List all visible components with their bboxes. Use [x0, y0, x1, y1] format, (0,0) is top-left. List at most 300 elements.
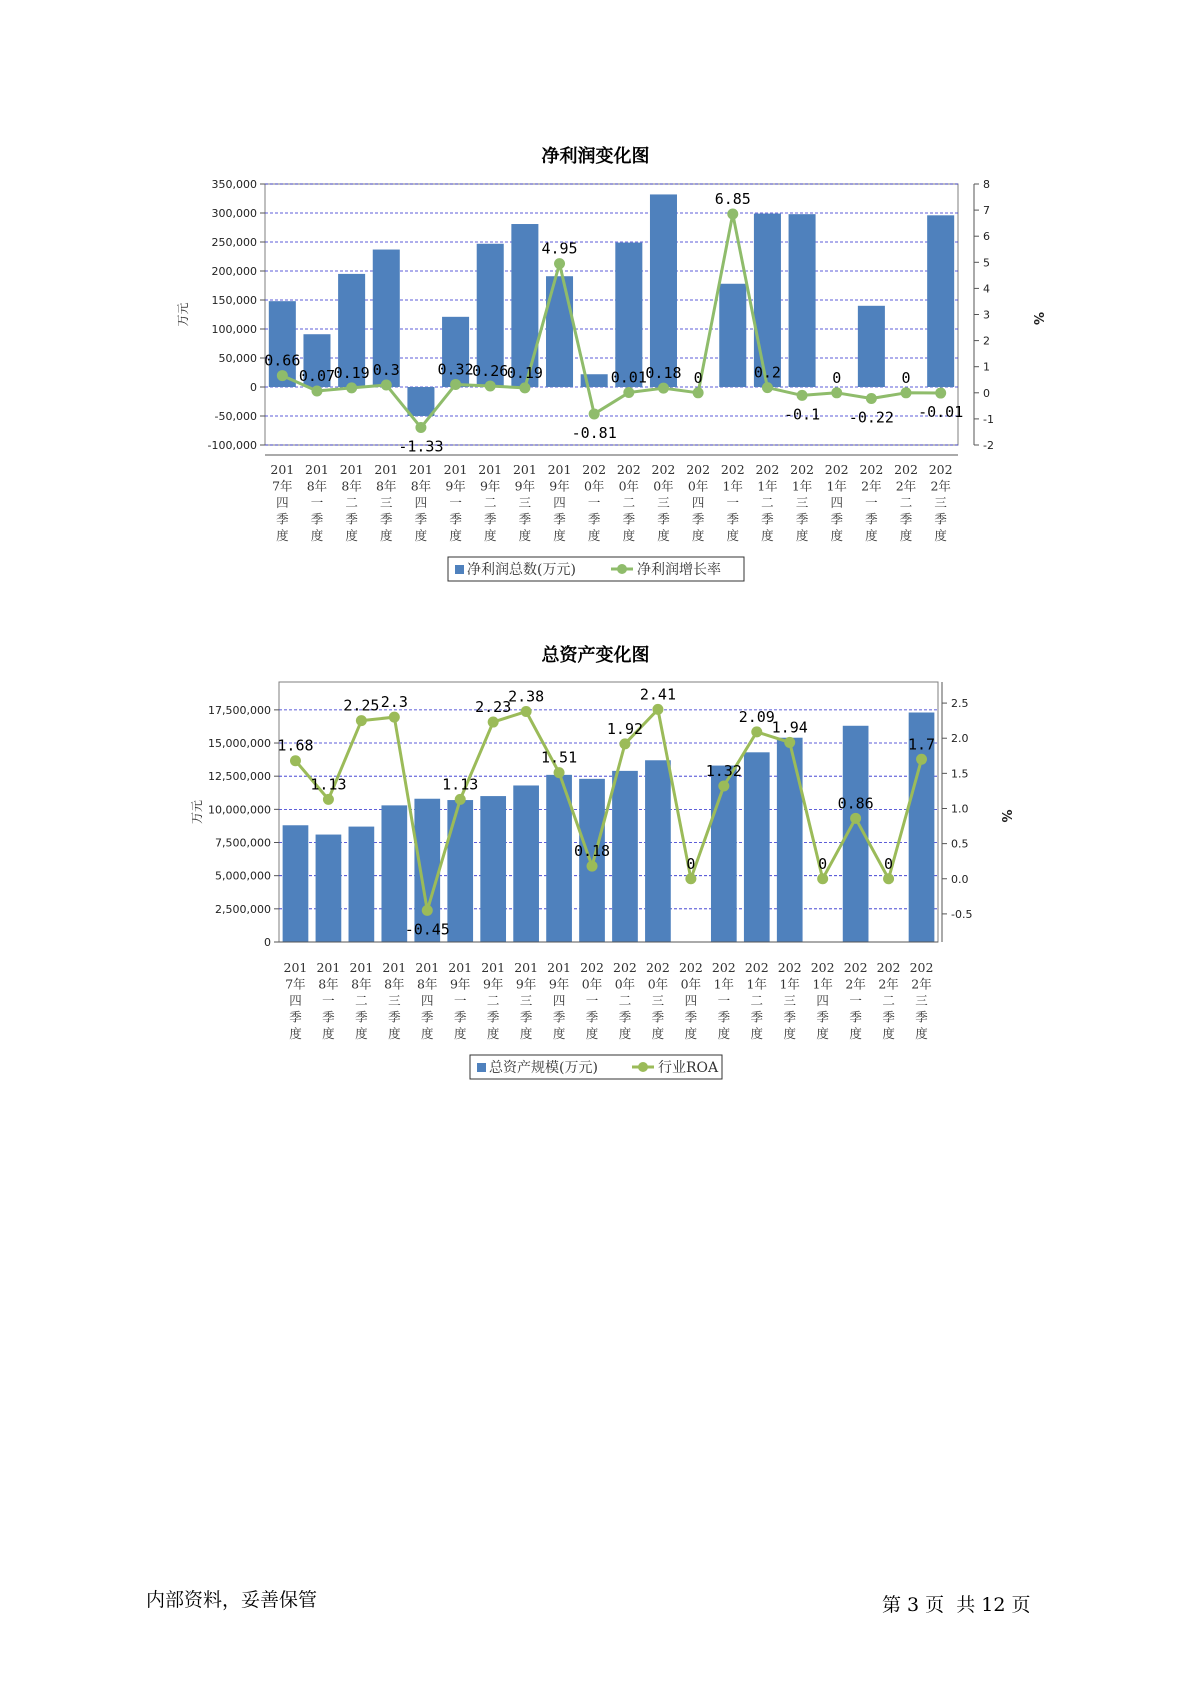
- x-tick-label: 季: [449, 511, 462, 527]
- x-tick-label: 202: [859, 462, 884, 477]
- data-label: 1.7: [907, 735, 936, 754]
- x-tick-label: 202: [909, 960, 934, 975]
- x-tick-label: 202: [613, 960, 637, 975]
- x-tick-label: 度: [345, 528, 358, 543]
- y-tick-label: 5,000,000: [215, 869, 271, 883]
- x-tick-label: 202: [720, 462, 745, 477]
- line-point: [619, 738, 630, 749]
- x-tick-label: 季: [355, 1009, 368, 1025]
- x-tick-label: 度: [449, 528, 462, 543]
- x-tick-label: 度: [585, 1026, 599, 1041]
- y2-tick-label: 5: [983, 256, 990, 270]
- x-tick-label: 季: [553, 511, 566, 527]
- x-tick-label: 度: [915, 1026, 928, 1041]
- line-point: [521, 706, 532, 717]
- x-tick-label: 201: [316, 960, 341, 975]
- x-tick-label: 度: [882, 1026, 895, 1041]
- data-label: 2.3: [380, 693, 408, 712]
- x-tick-label: 0年: [618, 478, 640, 494]
- page-number: 第 3 页 共 12 页: [882, 1594, 1031, 1616]
- x-tick-label: 202: [678, 960, 703, 975]
- x-tick-label: 度: [519, 1026, 533, 1041]
- x-tick-label: 202: [755, 462, 780, 477]
- x-tick-label: 201: [512, 462, 537, 477]
- x-tick-label: 一: [849, 993, 862, 1008]
- x-tick-label: 0年: [583, 478, 605, 494]
- x-tick-label: 201: [547, 960, 572, 975]
- data-label: 0.3: [372, 360, 400, 379]
- x-tick-label: 季: [552, 1009, 566, 1025]
- x-tick-label: 三: [783, 993, 796, 1008]
- x-tick-label: 季: [453, 1009, 467, 1025]
- chart-1-title: 净利润变化图: [541, 146, 650, 167]
- x-tick-label: 季: [388, 1009, 401, 1025]
- x-tick-label: 0年: [581, 976, 603, 992]
- x-tick-label: 一: [322, 993, 335, 1008]
- x-tick-label: 202: [645, 960, 670, 975]
- x-tick-label: 度: [310, 528, 324, 543]
- x-tick-label: 度: [651, 1026, 665, 1041]
- x-tick-label: 度: [684, 1026, 698, 1041]
- x-tick-label: 季: [849, 1009, 862, 1025]
- y-tick-label: 15,000,000: [208, 737, 271, 751]
- x-tick-label: 8年: [417, 976, 438, 992]
- x-tick-label: 季: [483, 511, 497, 527]
- x-tick-label: 201: [481, 960, 506, 975]
- x-tick-label: 2年: [930, 478, 951, 494]
- data-label: 1.68: [277, 736, 314, 755]
- x-tick-label: 2年: [878, 976, 899, 992]
- y2-tick-label: 1.0: [951, 802, 969, 816]
- y-tick-label: 350,000: [211, 178, 257, 191]
- x-tick-label: 度: [453, 1026, 467, 1041]
- x-tick-label: 201: [382, 960, 407, 975]
- bar: [349, 827, 375, 942]
- x-tick-label: 季: [934, 511, 947, 527]
- x-tick-label: 季: [882, 1009, 895, 1025]
- x-tick-label: 度: [552, 1026, 566, 1041]
- x-tick-label: 季: [421, 1009, 434, 1025]
- data-label: 0.19: [333, 363, 370, 382]
- y-axis-title: 万元: [176, 302, 190, 327]
- y-tick-label: 300,000: [211, 207, 257, 220]
- x-tick-label: 季: [865, 511, 878, 527]
- data-label: 0.18: [573, 842, 611, 861]
- x-tick-label: 202: [616, 462, 641, 477]
- x-tick-label: 季: [414, 511, 428, 527]
- x-tick-label: 7年: [272, 478, 293, 494]
- x-tick-label: 四: [289, 993, 302, 1008]
- x-tick-label: 202: [777, 960, 802, 975]
- x-tick-label: 201: [339, 462, 364, 477]
- x-tick-label: 度: [795, 528, 809, 543]
- x-tick-label: 0年: [653, 478, 674, 494]
- x-tick-label: 2年: [895, 478, 917, 494]
- x-tick-label: 二: [345, 495, 358, 510]
- data-label: 1.94: [771, 718, 808, 737]
- x-tick-label: 四: [553, 495, 566, 510]
- x-tick-label: 8年: [318, 976, 339, 992]
- x-tick-label: 度: [414, 528, 428, 543]
- y-tick-label: -50,000: [214, 410, 257, 423]
- x-tick-label: 度: [726, 528, 740, 543]
- legend-bar-label: 净利润总数(万元): [467, 562, 576, 578]
- y-tick-label: 2,500,000: [215, 902, 271, 916]
- x-tick-label: 7年: [285, 976, 306, 992]
- x-tick-label: 四: [414, 495, 428, 510]
- data-label: 0.32: [437, 360, 474, 379]
- x-tick-label: 一: [453, 993, 467, 1008]
- x-tick-label: 8年: [351, 976, 372, 992]
- x-tick-label: 季: [915, 1009, 928, 1025]
- x-tick-label: 三: [519, 993, 533, 1008]
- bar: [744, 752, 770, 942]
- x-tick-label: 季: [276, 511, 289, 527]
- x-tick-label: 二: [486, 993, 500, 1008]
- x-tick-label: 季: [486, 1009, 500, 1025]
- x-tick-label: 202: [580, 960, 604, 975]
- x-tick-label: 三: [380, 495, 393, 510]
- x-tick-label: 202: [790, 462, 815, 477]
- x-tick-label: 201: [408, 462, 433, 477]
- x-tick-label: 一: [585, 993, 599, 1008]
- y2-tick-label: 0.5: [951, 837, 969, 851]
- x-tick-label: 季: [761, 511, 774, 527]
- bar: [447, 800, 473, 942]
- data-label: 0: [818, 854, 828, 873]
- line-point: [850, 813, 861, 824]
- data-label: 0: [693, 368, 703, 387]
- bar: [316, 835, 342, 942]
- x-tick-label: 度: [289, 1026, 302, 1041]
- y2-tick-label: -2: [983, 439, 994, 452]
- x-tick-label: 季: [519, 1009, 533, 1025]
- data-label: -0.22: [848, 408, 894, 427]
- x-tick-label: 1年: [746, 976, 768, 992]
- x-tick-label: 季: [587, 511, 601, 527]
- x-tick-label: 一: [310, 495, 324, 510]
- data-label: 0: [901, 368, 911, 387]
- y2-axis-title: %: [1030, 311, 1045, 326]
- y2-tick-label: 1.5: [951, 767, 969, 781]
- x-tick-label: 1年: [757, 478, 778, 494]
- x-tick-label: 一: [865, 495, 878, 510]
- data-label: 6.85: [714, 190, 751, 209]
- line-point: [718, 781, 729, 792]
- y-tick-label: 12,500,000: [208, 770, 271, 784]
- data-label: 0: [832, 368, 842, 387]
- x-tick-label: 202: [928, 462, 953, 477]
- chart-2-title: 总资产变化图: [541, 645, 650, 666]
- x-tick-label: 季: [585, 1009, 599, 1025]
- x-tick-label: 季: [783, 1009, 796, 1025]
- data-label: 0.18: [645, 364, 682, 383]
- x-tick-label: 1年: [722, 478, 744, 494]
- x-tick-label: 季: [795, 511, 809, 527]
- x-tick-label: 度: [322, 1026, 335, 1041]
- x-tick-label: 9年: [549, 478, 570, 494]
- data-label: 0: [686, 854, 696, 873]
- x-tick-label: 2年: [845, 976, 866, 992]
- x-tick-label: 8年: [341, 478, 362, 494]
- x-tick-label: 季: [899, 511, 913, 527]
- y2-tick-label: -0.5: [951, 907, 973, 921]
- x-tick-label: 202: [824, 462, 849, 477]
- x-tick-label: 季: [726, 511, 740, 527]
- x-tick-label: 201: [415, 960, 440, 975]
- x-tick-label: 三: [795, 495, 809, 510]
- x-tick-label: 季: [345, 511, 358, 527]
- x-tick-label: 9年: [445, 478, 466, 494]
- data-label: 0.01: [610, 368, 647, 387]
- x-tick-label: 9年: [514, 478, 536, 494]
- x-tick-label: 202: [651, 462, 676, 477]
- x-tick-label: 二: [355, 993, 368, 1008]
- x-tick-label: 9年: [479, 478, 501, 494]
- data-label: 0.86: [837, 794, 874, 813]
- x-tick-label: 二: [899, 495, 913, 510]
- bar: [711, 766, 737, 942]
- x-tick-label: 度: [388, 1026, 401, 1041]
- data-label: -0.81: [571, 423, 617, 442]
- x-tick-label: 三: [518, 495, 532, 510]
- line-point: [389, 712, 400, 723]
- x-tick-label: 2年: [861, 478, 882, 494]
- x-tick-label: 201: [448, 960, 473, 975]
- x-tick-label: 季: [622, 511, 636, 527]
- x-tick-label: 季: [691, 511, 705, 527]
- line-point: [356, 715, 367, 726]
- x-tick-label: 季: [657, 511, 670, 527]
- x-tick-label: 季: [684, 1009, 698, 1025]
- y2-tick-label: 6: [983, 230, 990, 244]
- x-tick-label: 度: [865, 528, 878, 543]
- data-label: 0.26: [472, 362, 509, 381]
- data-label: 2.25: [343, 696, 380, 715]
- y2-tick-label: 3: [983, 308, 990, 322]
- data-label: 2.41: [639, 685, 676, 704]
- y2-tick-label: 2.5: [951, 697, 969, 711]
- x-tick-label: 二: [622, 495, 636, 510]
- x-tick-label: 一: [726, 495, 740, 510]
- x-tick-label: 二: [761, 495, 774, 510]
- x-tick-label: 度: [830, 528, 843, 543]
- legend-line-marker: [638, 1062, 648, 1072]
- x-tick-label: 四: [276, 495, 289, 510]
- x-tick-label: 度: [553, 528, 566, 543]
- confidential-note: 内部资料，妥善保管: [146, 1589, 318, 1611]
- x-tick-label: 度: [783, 1026, 796, 1041]
- x-tick-label: 度: [849, 1026, 862, 1041]
- x-tick-label: 四: [552, 993, 566, 1008]
- line-point: [488, 717, 499, 728]
- line-point: [455, 794, 466, 805]
- x-tick-label: 0年: [614, 976, 636, 992]
- line-point: [883, 873, 894, 884]
- y-axis-title: 万元: [190, 799, 204, 825]
- x-tick-label: 度: [587, 528, 601, 543]
- x-tick-label: 8年: [410, 478, 432, 494]
- bar: [645, 760, 671, 942]
- line-point: [817, 873, 828, 884]
- data-label: 1.92: [606, 719, 644, 738]
- x-tick-label: 202: [582, 462, 607, 477]
- x-tick-label: 季: [618, 1009, 632, 1025]
- y-tick-label: 50,000: [218, 352, 257, 365]
- x-tick-label: 二: [483, 495, 497, 510]
- bar: [381, 805, 407, 942]
- bar: [480, 796, 506, 942]
- x-tick-label: 9年: [482, 976, 504, 992]
- data-label: 2.23: [475, 698, 512, 717]
- x-tick-label: 三: [657, 495, 670, 510]
- x-tick-label: 度: [355, 1026, 368, 1041]
- bar: [612, 771, 638, 942]
- data-label: 0.66: [264, 351, 301, 370]
- x-tick-label: 度: [761, 528, 774, 543]
- x-tick-label: 三: [388, 993, 401, 1008]
- y2-tick-label: 7: [983, 204, 990, 218]
- data-label: 1.13: [442, 775, 479, 794]
- x-tick-label: 9年: [449, 976, 471, 992]
- data-label: -1.33: [398, 437, 444, 456]
- y-tick-label: 10,000,000: [208, 803, 271, 817]
- bar: [283, 825, 309, 942]
- x-tick-label: 度: [276, 528, 289, 543]
- x-tick-label: 0年: [647, 976, 669, 992]
- x-tick-label: 度: [483, 528, 497, 543]
- x-tick-label: 季: [310, 511, 324, 527]
- y-tick-label: 250,000: [211, 236, 257, 249]
- data-label: 0.19: [506, 363, 543, 382]
- x-tick-label: 季: [651, 1009, 665, 1025]
- x-tick-label: 度: [816, 1026, 829, 1041]
- bar: [513, 785, 539, 942]
- y-tick-label: 7,500,000: [215, 836, 271, 850]
- line-point: [422, 905, 433, 916]
- x-tick-label: 202: [686, 462, 711, 477]
- x-tick-label: 1年: [812, 976, 833, 992]
- x-tick-label: 201: [443, 462, 468, 477]
- y-tick-label: 0: [250, 381, 257, 394]
- x-tick-label: 9年: [548, 976, 570, 992]
- bar: [777, 738, 803, 942]
- x-tick-label: 1年: [826, 478, 847, 494]
- x-tick-label: 季: [322, 1009, 335, 1025]
- y2-tick-label: 8: [983, 178, 990, 191]
- x-tick-label: 1年: [779, 976, 800, 992]
- x-tick-label: 一: [717, 993, 731, 1008]
- x-tick-label: 季: [289, 1009, 302, 1025]
- line-point: [916, 754, 927, 765]
- x-tick-label: 度: [899, 528, 913, 543]
- x-tick-label: 度: [486, 1026, 500, 1041]
- x-tick-label: 201: [349, 960, 374, 975]
- x-tick-label: 202: [744, 960, 769, 975]
- x-tick-label: 度: [421, 1026, 434, 1041]
- legend-bar-label: 总资产规模(万元): [489, 1060, 598, 1076]
- x-tick-label: 一: [587, 495, 601, 510]
- x-tick-label: 三: [915, 993, 928, 1008]
- x-tick-label: 四: [830, 495, 843, 510]
- y-tick-label: -100,000: [207, 439, 257, 452]
- data-label: 0.2: [753, 363, 781, 382]
- x-tick-label: 四: [816, 993, 829, 1008]
- y-tick-label: 200,000: [211, 265, 257, 278]
- data-label: 4.95: [541, 239, 578, 258]
- y2-tick-label: 0.0: [951, 872, 969, 886]
- data-label: 2.38: [508, 687, 545, 706]
- x-tick-label: 201: [283, 960, 308, 975]
- x-tick-label: 四: [691, 495, 705, 510]
- x-tick-label: 201: [305, 462, 329, 477]
- x-tick-label: 季: [830, 511, 843, 527]
- x-tick-label: 201: [478, 462, 503, 477]
- x-tick-label: 度: [934, 528, 947, 543]
- x-tick-label: 0年: [680, 976, 702, 992]
- legend-line-label: 行业ROA: [658, 1060, 719, 1076]
- x-tick-label: 8年: [376, 478, 397, 494]
- x-tick-label: 度: [622, 528, 636, 543]
- x-tick-label: 度: [691, 528, 705, 543]
- y2-tick-label: 2: [983, 334, 990, 348]
- x-tick-label: 度: [717, 1026, 731, 1041]
- y2-tick-label: 4: [983, 282, 990, 296]
- data-label: 1.51: [541, 748, 578, 767]
- x-tick-label: 201: [547, 462, 572, 477]
- x-tick-label: 三: [934, 495, 947, 510]
- x-tick-label: 季: [816, 1009, 829, 1025]
- x-tick-label: 季: [518, 511, 532, 527]
- data-label: 2.09: [738, 707, 775, 726]
- x-tick-label: 度: [618, 1026, 632, 1041]
- x-tick-label: 季: [380, 511, 393, 527]
- x-tick-label: 2年: [911, 976, 932, 992]
- y2-tick-label: 0: [983, 386, 990, 400]
- line-point: [587, 861, 598, 872]
- y-tick-label: 150,000: [211, 294, 257, 307]
- x-tick-label: 202: [894, 462, 918, 477]
- x-tick-label: 四: [684, 993, 698, 1008]
- x-tick-label: 202: [876, 960, 901, 975]
- line-point: [554, 767, 565, 778]
- data-label: 1.13: [310, 775, 347, 794]
- x-tick-label: 201: [374, 462, 399, 477]
- data-label: 1.32: [705, 762, 742, 780]
- x-tick-label: 1年: [713, 976, 735, 992]
- y2-tick-label: 1: [983, 360, 990, 374]
- x-tick-label: 一: [449, 495, 462, 510]
- legend-bar-swatch: [477, 1063, 486, 1072]
- x-tick-label: 度: [518, 528, 532, 543]
- y-tick-label: 17,500,000: [208, 703, 271, 717]
- line-point: [290, 755, 301, 766]
- x-tick-label: 二: [618, 993, 632, 1008]
- x-tick-label: 二: [882, 993, 895, 1008]
- data-label: 0: [884, 854, 894, 873]
- x-tick-label: 201: [514, 960, 539, 975]
- x-tick-label: 度: [380, 528, 393, 543]
- y-tick-label: 100,000: [211, 323, 257, 336]
- x-tick-label: 201: [270, 462, 295, 477]
- x-tick-label: 202: [843, 960, 868, 975]
- legend-line-label: 净利润增长率: [637, 562, 721, 578]
- x-tick-label: 8年: [384, 976, 405, 992]
- y2-tick-label: 2.0: [951, 732, 969, 746]
- x-tick-label: 202: [810, 960, 835, 975]
- x-tick-label: 0年: [687, 478, 709, 494]
- line-point: [685, 873, 696, 884]
